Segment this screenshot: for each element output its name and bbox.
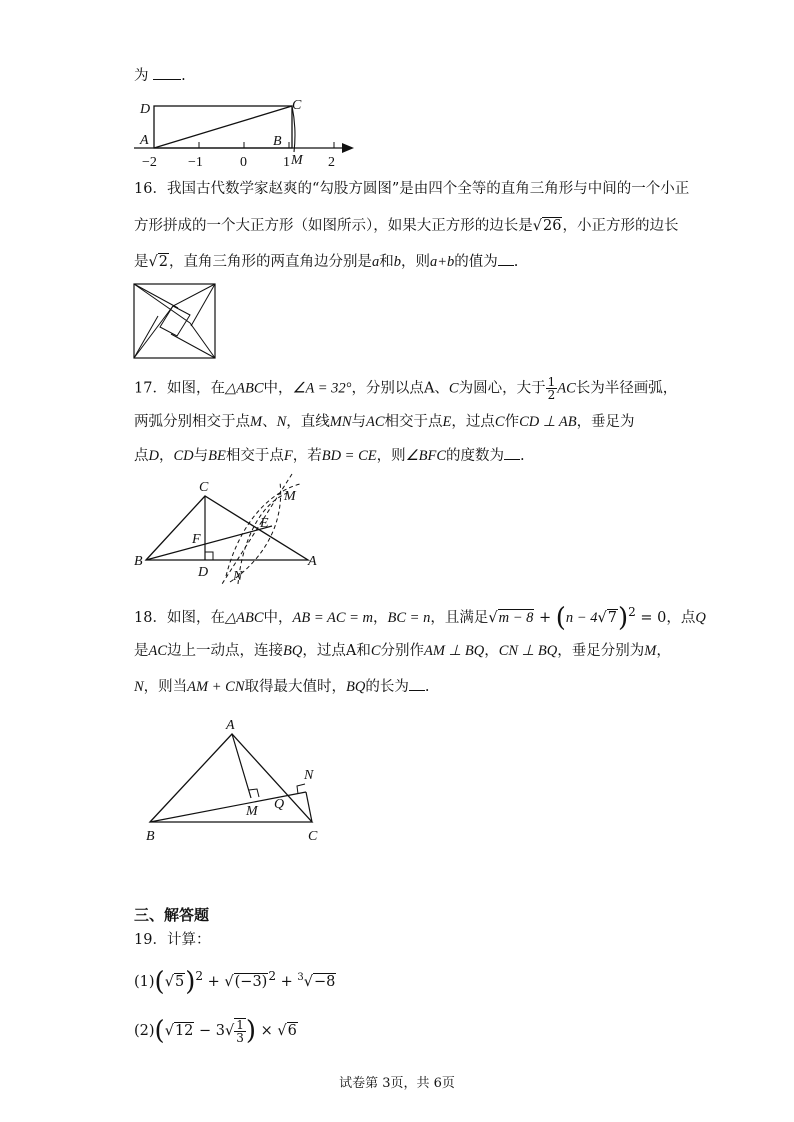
q19-frac-den: 3: [236, 1031, 244, 1045]
q17-e: E: [442, 414, 452, 430]
q17-half-fraction: [546, 376, 558, 401]
q17-l2f: 作: [504, 414, 520, 430]
q16-line3: 是√2，直角三角形的两直角边分别是a和b，则a+b的值为 .: [134, 254, 519, 270]
q17-angle: ∠A = 32°: [292, 380, 352, 397]
q17-triangle-figure: [130, 472, 330, 588]
q15-number-line-figure: [132, 96, 362, 170]
q16-line2: 方形拼成的一个大正方形（如图所示），如果大正方形的边长是√26，小正方形的边长: [134, 218, 679, 234]
q17-d: D: [148, 448, 159, 464]
q17-l1c: ，分别以点: [351, 380, 424, 397]
q17-ac: AC: [557, 380, 576, 397]
fig17-label-f: F: [192, 532, 201, 547]
label-c: C: [292, 98, 302, 113]
q18-am-plus-cn: AM + CN: [187, 679, 245, 695]
q16-line3d: 的值为: [454, 254, 498, 270]
q18-q: Q: [695, 609, 706, 626]
q19-p1-sq: 2: [195, 969, 204, 983]
q17-angle-bfc: ∠BFC: [405, 448, 447, 464]
q19-frac-1-3: [234, 1018, 246, 1044]
q18-eq1: AB = AC = m: [292, 609, 374, 626]
q19-cube-index: 3: [297, 972, 304, 983]
q19-minus3: − 3: [194, 1023, 225, 1039]
q18-end: .: [424, 679, 430, 695]
q18-p1: n − 4: [565, 609, 598, 626]
q17-l2g: ，垂足为: [576, 414, 635, 430]
fig18-label-q: Q: [274, 797, 285, 812]
q18-square: 2: [628, 605, 636, 619]
q17-c2: C: [494, 414, 505, 430]
q19-cbrt-neg8: −8: [314, 973, 336, 990]
q18-eq-zero: = 0: [640, 609, 667, 626]
q17-l3c: 与: [193, 448, 209, 464]
diagonal-ac: [154, 106, 292, 148]
q17-l2d: 相交于点: [384, 414, 443, 430]
q19-p2-rparen: ): [245, 1016, 257, 1046]
q19-frac-num: 1: [236, 1018, 244, 1032]
q16-var-b: b: [393, 254, 401, 270]
q15-end: .: [181, 68, 186, 84]
q18-c: C: [370, 643, 381, 659]
q17-l2b: ，直线: [286, 414, 330, 430]
q17-n: N: [276, 414, 287, 430]
fig17-label-m: M: [284, 489, 296, 504]
axis-arrow: [342, 143, 354, 153]
q17-l3f: ，则: [376, 448, 406, 464]
q16-var-a: a: [371, 254, 380, 270]
page-footer: 试卷第 3页，共 6页: [339, 1076, 455, 1091]
q19-p2-lparen: (: [154, 1016, 165, 1046]
q18-triangle-figure: [140, 712, 340, 848]
q18-triangle: △ABC: [224, 609, 264, 626]
q17-l3a: 点: [134, 448, 149, 464]
q18-lparen: (: [555, 602, 566, 633]
fig17-label-c: C: [199, 480, 209, 495]
q18-l2a: 是: [134, 643, 149, 659]
q18-line1: 18．如图，在△ABC中，AB = AC = m，BC = n，且满足$√m - 8 + (n - 4√7)^2 = 0$，点Q: [134, 602, 706, 633]
q18-sqrt-m8: m − 8: [498, 609, 534, 626]
q18-l1b: 中，: [263, 609, 293, 626]
q18-sqrt7: 7: [607, 609, 617, 626]
q18-answer-blank: [409, 678, 425, 691]
q18-n: N: [134, 679, 144, 695]
tick-label-neg2: −2: [142, 155, 157, 170]
q18-comma2: ，: [484, 643, 499, 659]
q18-l1a: 18．如图，在: [134, 609, 225, 626]
fig17-label-n: N: [233, 569, 243, 584]
q17-point-a: A: [423, 380, 435, 397]
q16-and: 和: [379, 254, 394, 270]
fig18-label-n: N: [304, 768, 314, 783]
q19-p1-rparen: ): [185, 966, 196, 997]
q19-sqrt6: 6: [287, 1023, 297, 1039]
fig17-label-e: E: [260, 516, 269, 531]
q18-bq2: BQ: [346, 679, 366, 695]
q19-times: ×: [256, 1023, 278, 1039]
q16-answer-blank: [498, 253, 514, 266]
q17-l2c: 与: [351, 414, 367, 430]
q16-sqrt26: 26: [543, 218, 562, 234]
tick-label-neg1: −1: [188, 155, 203, 170]
q18-l2f: ，垂足分别为: [557, 643, 645, 659]
q18-line2: [134, 641, 671, 661]
q17-line2: [134, 412, 635, 432]
q18-am-perp-bq: AM ⊥ BQ: [424, 643, 485, 659]
q17-answer-blank: [504, 447, 520, 460]
q17-line1: [134, 376, 677, 401]
q19-title: 19．计算：: [134, 932, 211, 948]
q16-a-plus-b: a+b: [429, 254, 455, 270]
q17-sep: 、: [434, 380, 449, 397]
q17-l3d: 相交于点: [225, 448, 284, 464]
q17-cd-perp-ab: CD ⊥ AB: [519, 414, 577, 430]
q17-l1b: 中，: [263, 380, 293, 397]
q18-l2b: 边上一动点，连接: [167, 643, 284, 659]
frac-num: 1: [547, 375, 556, 389]
q16-pinwheel-figure: [133, 283, 217, 359]
q17-l3g: 的度数为: [446, 448, 505, 464]
section-3-heading: 三、解答题: [134, 906, 210, 924]
q17-l2a: 两弧分别相交于点: [134, 414, 250, 430]
q15-text: 为: [134, 68, 149, 84]
fig18-label-m: M: [246, 804, 258, 819]
q18-m: M: [644, 643, 657, 659]
label-d: D: [140, 102, 151, 117]
fig17-label-a: A: [308, 554, 317, 569]
q18-line3: [134, 677, 429, 697]
fig18-label-c: C: [308, 829, 318, 844]
q19-sqrt12: 12: [174, 1023, 194, 1039]
q17-l2e: ，过点: [451, 414, 495, 430]
q19-part2: (2)(√12 − 3√ $\frac{1}{3}$ ) × √6: [134, 1016, 297, 1046]
tick-label-1: 1: [283, 155, 290, 170]
tick-label-0: 0: [240, 155, 247, 170]
q18-l2e: 分别作: [380, 643, 425, 659]
q18-l2c: ，过点: [302, 643, 346, 659]
frac-den: 2: [547, 388, 556, 402]
q17-l1e: 长为半径画弧，: [575, 380, 678, 397]
q16-sqrt2: 2: [158, 254, 168, 270]
q17-triangle: △ABC: [224, 380, 264, 397]
q18-l2d: 和: [356, 643, 371, 659]
q17-l3b: ，: [158, 448, 174, 464]
q18-eq2: BC = n: [387, 609, 431, 626]
q18-l3d: 的长为: [365, 679, 409, 695]
q15-tail-line: [134, 66, 186, 86]
q16-end: .: [513, 254, 519, 270]
q17-point-c: C: [448, 380, 459, 397]
label-m: M: [291, 153, 303, 168]
q19-sqrt-neg3-sq: (−3): [234, 973, 268, 990]
q18-l1d: ，点: [666, 609, 696, 626]
q17-l1d: 为圆心，大于: [458, 380, 546, 397]
q18-a: A: [345, 643, 357, 659]
q18-bq: BQ: [283, 643, 303, 659]
q19-p1-sq2: 2: [268, 969, 277, 983]
q17-m: M: [250, 414, 263, 430]
q18-l1c: ，且满足: [430, 609, 489, 626]
label-b: B: [273, 134, 282, 149]
q17-l1a: 17．如图，在: [134, 380, 225, 397]
q18-comma: ，: [373, 609, 388, 626]
tick-label-2: 2: [328, 155, 335, 170]
q18-rparen: ): [617, 602, 629, 633]
fig18-label-b: B: [146, 829, 155, 844]
q19-p2-label: (2): [134, 1023, 155, 1039]
q17-f: F: [283, 448, 293, 464]
q16-line1: 16．我国古代数学家赵爽的“勾股方圆图”是由四个全等的直角三角形与中间的一个小正: [134, 181, 690, 197]
q16-line2a: 方形拼成的一个大正方形（如图所示），如果大正方形的边长是: [134, 218, 533, 234]
q16-line3b: ，直角三角形的两直角边分别是: [168, 254, 372, 270]
q17-bd-eq-ce: BD = CE: [321, 448, 377, 464]
q19-p1-lparen: (: [154, 966, 165, 997]
q16-line3a: 是: [134, 254, 149, 270]
label-a: A: [140, 133, 149, 148]
q17-l3e: ，若: [292, 448, 322, 464]
q18-plus: +: [534, 609, 556, 626]
q16-line3c: ，则: [400, 254, 430, 270]
q17-cd: CD: [173, 448, 194, 464]
q18-l3b: ，则当: [143, 679, 188, 695]
q17-mn: MN: [329, 414, 352, 430]
q19-p1-label: (1): [134, 973, 155, 990]
q17-end: .: [520, 448, 525, 464]
fig17-label-d: D: [198, 565, 209, 580]
q17-be: BE: [208, 448, 226, 464]
q15-answer-blank: [153, 67, 181, 80]
q18-cn-perp-bq: CN ⊥ BQ: [498, 643, 558, 659]
q18-l3c: 取得最大值时，: [244, 679, 346, 695]
fig17-label-b: B: [134, 554, 143, 569]
q17-ac2: AC: [366, 414, 385, 430]
q16-line2b: ，小正方形的边长: [562, 218, 679, 234]
q19-part1: $(1)(√5)^2 + √(-3)^2 + ^3√-8$: [134, 966, 336, 997]
q17-line3: [134, 446, 525, 466]
q18-ac: AC: [148, 643, 168, 659]
q17-sep2: 、: [262, 414, 277, 430]
q19-sqrt5: 5: [174, 973, 185, 990]
q18-comma3: ，: [656, 643, 671, 659]
fig18-label-a: A: [226, 718, 235, 733]
